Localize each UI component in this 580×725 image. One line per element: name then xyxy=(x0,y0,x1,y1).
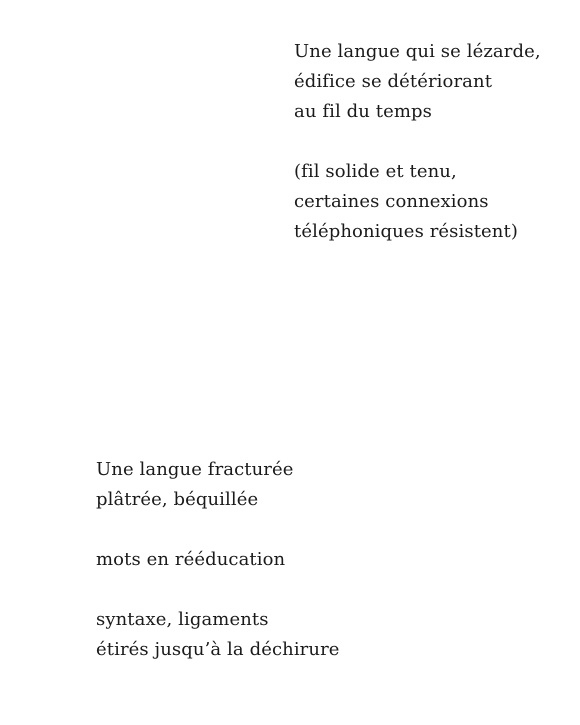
poem-line: téléphoniques résistent) xyxy=(294,221,518,242)
poem-line: syntaxe, ligaments xyxy=(96,609,269,630)
poem-line: certaines connexions xyxy=(294,191,489,212)
stanza xyxy=(96,605,340,665)
poem-lower-block xyxy=(96,455,340,665)
poem-line: étirés jusqu’à la déchirure xyxy=(96,639,340,660)
poem-line: plâtrée, béquillée xyxy=(96,489,259,510)
stanza xyxy=(294,37,541,127)
poem-upper-block xyxy=(294,37,541,247)
poem-line: au fil du temps xyxy=(294,101,432,122)
poem-line: édifice se détériorant xyxy=(294,71,493,92)
stanza-break xyxy=(96,575,340,605)
stanza xyxy=(96,455,340,515)
poem-line: Une langue qui se lézarde, xyxy=(294,41,541,62)
stanza-break xyxy=(294,127,541,157)
poem-line: Une langue fracturée xyxy=(96,459,294,480)
poem-line: (fil solide et tenu, xyxy=(294,161,457,182)
poem-line: mots en rééducation xyxy=(96,549,286,570)
stanza-break xyxy=(96,515,340,545)
stanza xyxy=(96,545,340,575)
stanza xyxy=(294,157,541,247)
